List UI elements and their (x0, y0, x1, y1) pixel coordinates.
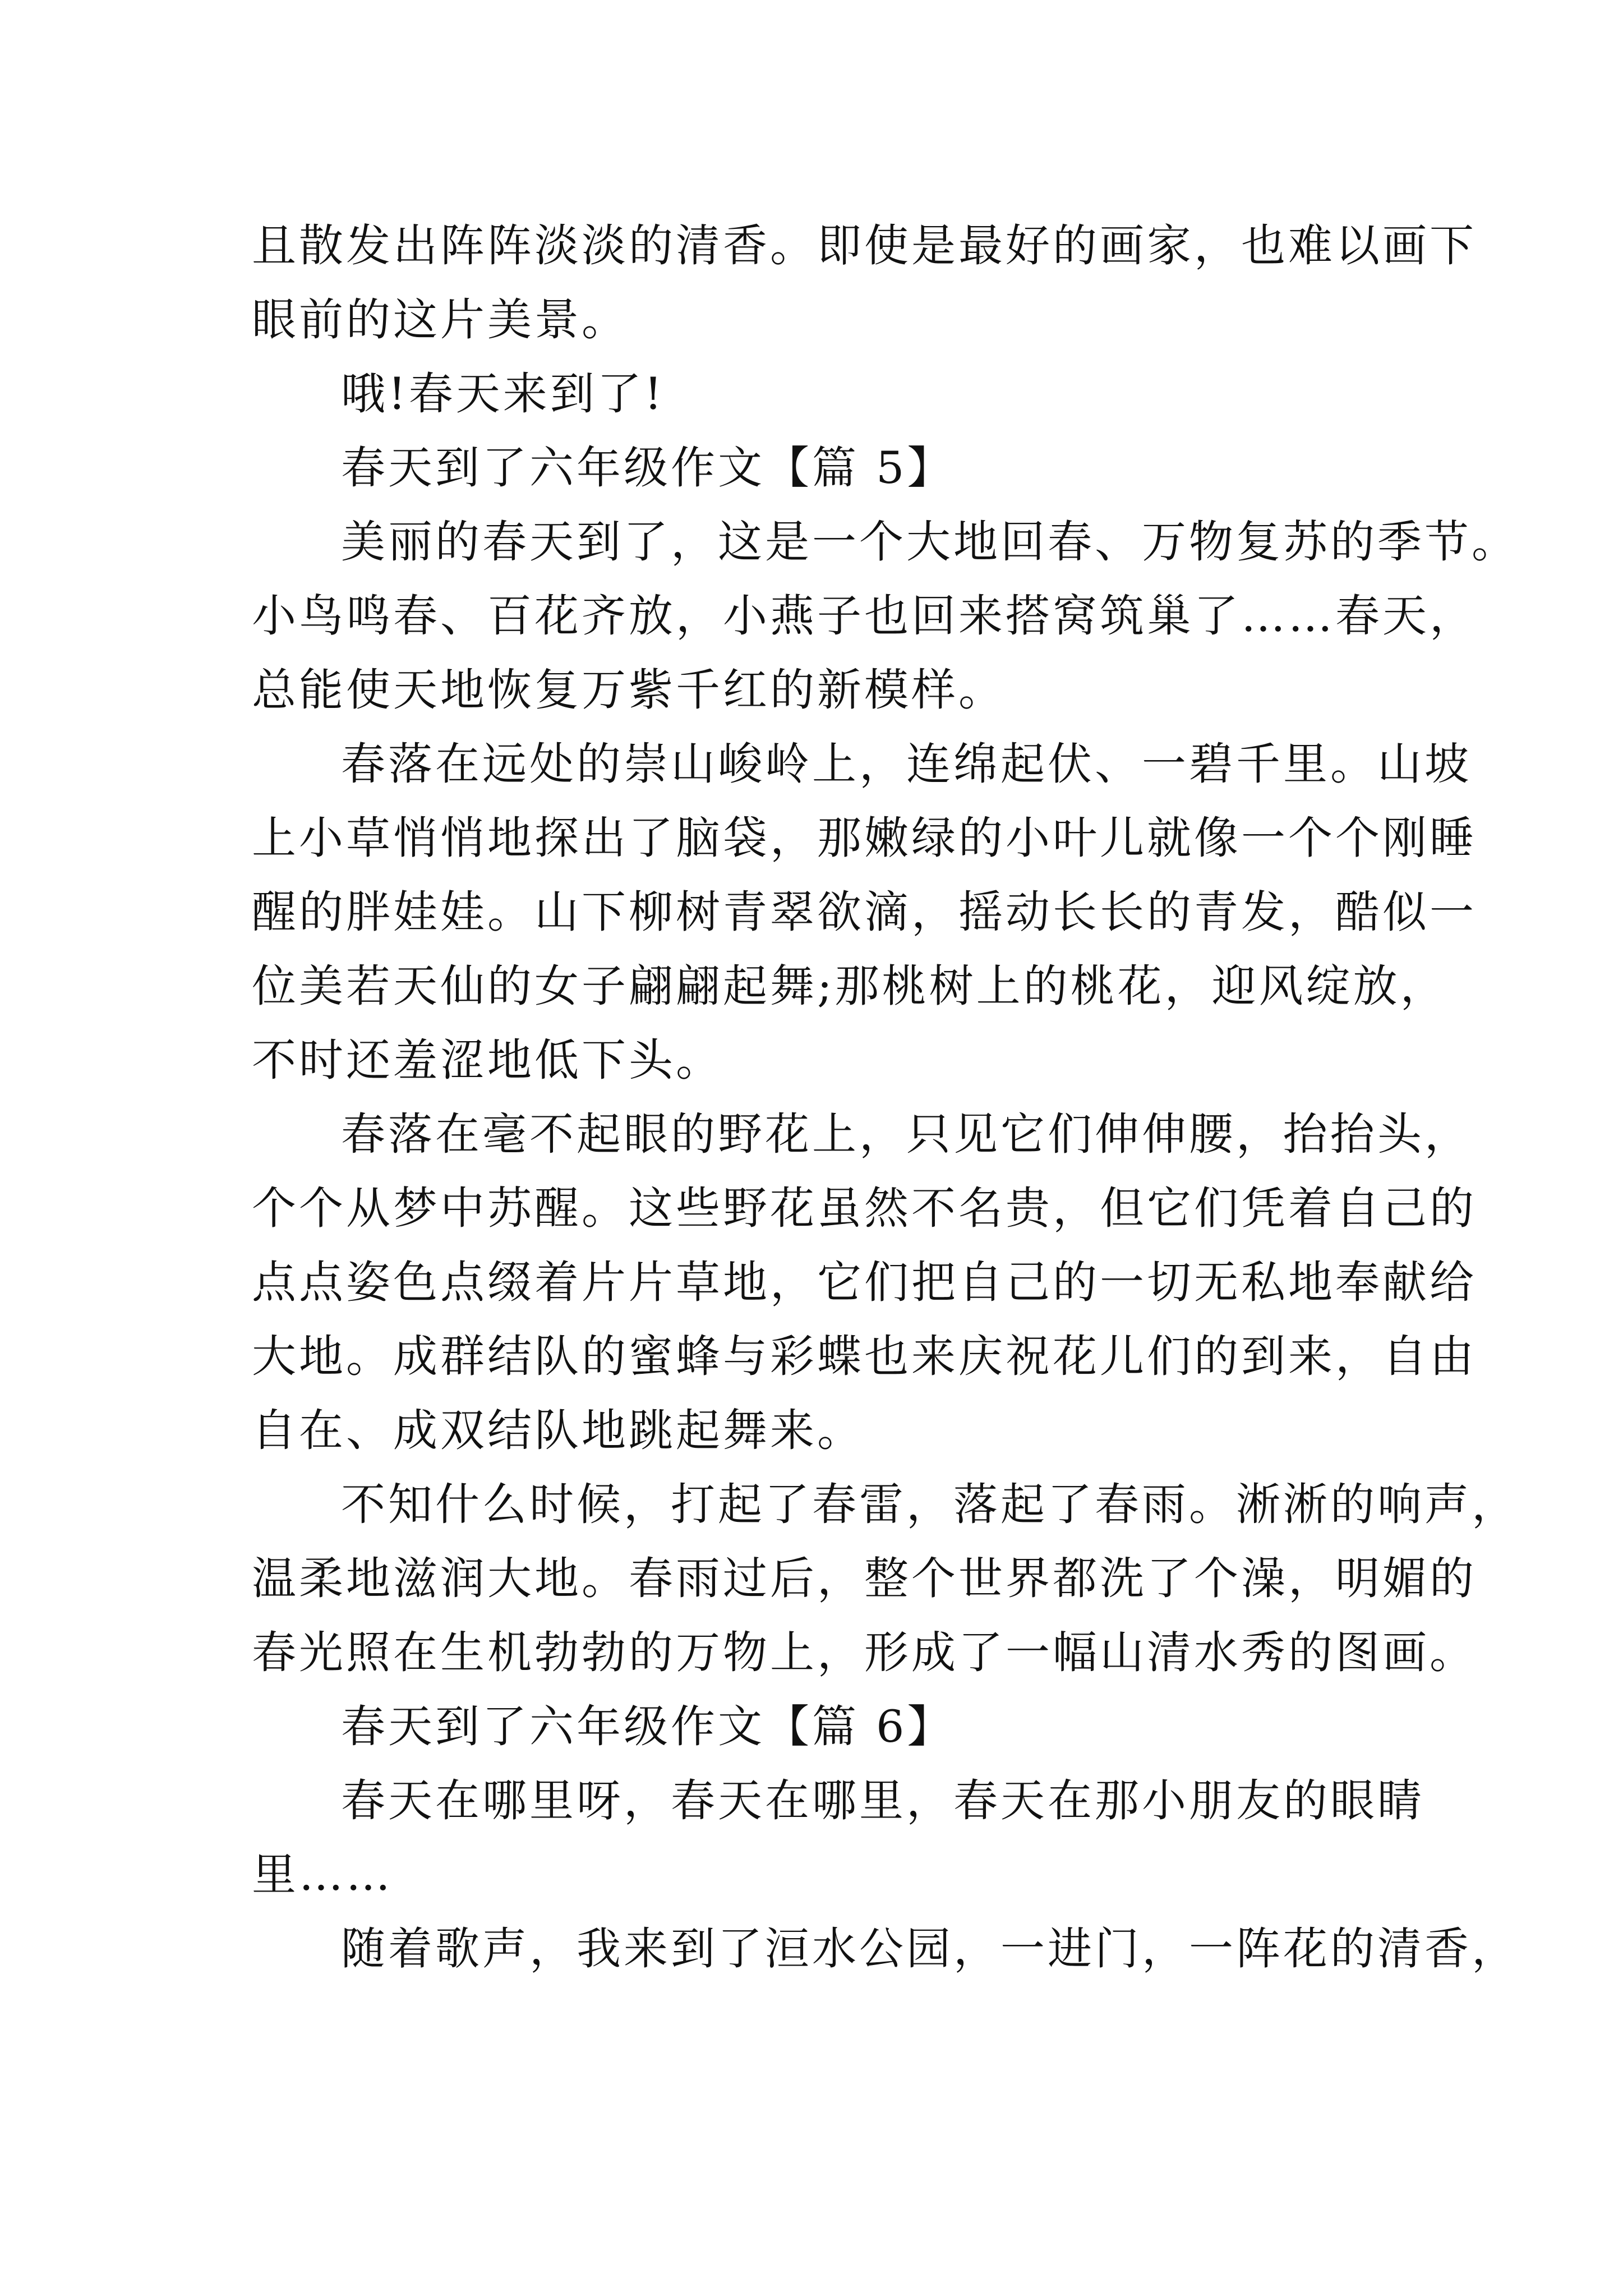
text-line: 随着歌声，我来到了洹水公园，一进门，一阵花的清香， (341, 1923, 1519, 1975)
text-line: 总能使天地恢复万紫千红的新模样。 (252, 664, 1006, 716)
text-line: 眼前的这片美景。 (252, 294, 629, 346)
text-line: 不时还羞涩地低下头。 (252, 1034, 723, 1086)
text-line: 春落在毫不起眼的野花上，只见它们伸伸腰，抬抬头， (341, 1108, 1472, 1160)
text-line: 春落在远处的崇山峻岭上，连绵起伏、一碧千里。山坡 (341, 738, 1472, 790)
text-line: 自在、成双结队地跳起舞来。 (252, 1405, 864, 1456)
text-line: 春天在哪里呀，春天在哪里，春天在那小朋友的眼睛 (341, 1775, 1424, 1826)
section-heading: 春天到了六年级作文【篇 6】 (341, 1701, 955, 1752)
text-line: 春光照在生机勃勃的万物上，形成了一幅山清水秀的图画。 (252, 1627, 1477, 1678)
text-line: 大地。成群结队的蜜蜂与彩蝶也来庆祝花儿们的到来，自由 (252, 1331, 1477, 1382)
text-line: 美丽的春天到了，这是一个大地回春、万物复苏的季节。 (341, 516, 1519, 568)
text-line: 上小草悄悄地探出了脑袋，那嫩绿的小叶儿就像一个个刚睡 (252, 812, 1477, 864)
text-line: 不知什么时候，打起了春雷，落起了春雨。淅淅的响声， (341, 1479, 1519, 1530)
section-heading: 春天到了六年级作文【篇 5】 (341, 442, 955, 494)
text-line: 点点姿色点缀着片片草地，它们把自己的一切无私地奉献给 (252, 1257, 1477, 1308)
text-line: 醒的胖娃娃。山下柳树青翠欲滴，摇动长长的青发，酷似一 (252, 886, 1477, 938)
text-line: 哦!春天来到了! (341, 368, 665, 420)
text-line: 小鸟鸣春、百花齐放，小燕子也回来搭窝筑巢了……春天， (252, 590, 1477, 642)
document-body (252, 209, 1519, 1986)
text-line: 个个从梦中苏醒。这些野花虽然不名贵，但它们凭着自己的 (252, 1182, 1477, 1234)
text-line: 里…… (252, 1849, 393, 1901)
text-line: 温柔地滋润大地。春雨过后，整个世界都洗了个澡，明媚的 (252, 1553, 1477, 1604)
text-line: 位美若天仙的女子翩翩起舞;那桃树上的桃花，迎风绽放， (252, 960, 1447, 1012)
text-line: 且散发出阵阵淡淡的清香。即使是最好的画家，也难以画下 (252, 220, 1477, 272)
